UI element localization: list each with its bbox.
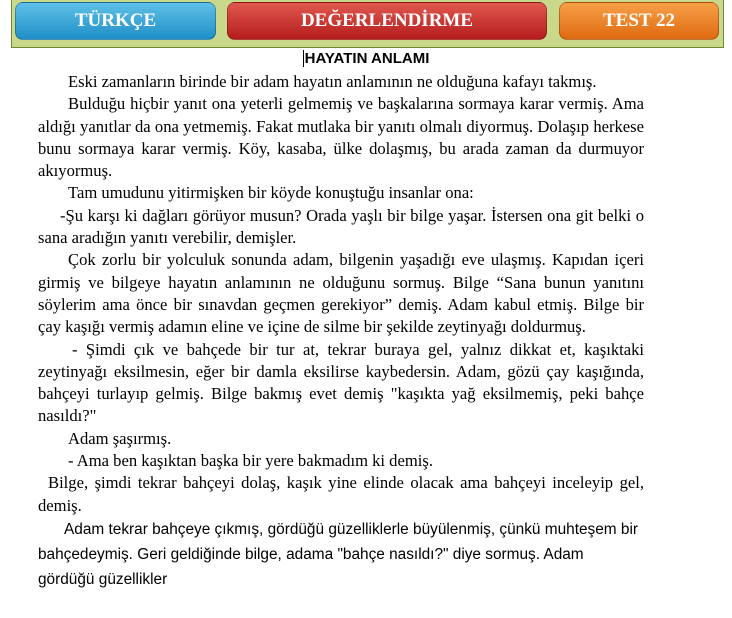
paragraph: - Şimdi çık ve bahçede bir tur at, tekrar buraya gel, yalnız dikkat et, kaşıktaki zeytinyağı eksilmesin, eğer bir damla eksilirse kaybedersin. Adam, gözü çay kaşığında, bahçeyi turlayıp gelmiş. Bilge bakmış evet demiş "kaşıkta yağ eksilmemiş, peki bahçe nasıldı?" [38,339,644,426]
paragraph: Adam tekrar bahçeye çıkmış, gördüğü güzelliklerle büyülenmiş, çünkü muhteşem bir bahçedeymiş. Geri geldiğinde bilge, adama "bahçe nasıldı?" diye sormuş. Adam gördüğü güzellikler [38,520,638,588]
test-button[interactable]: TEST 22 [559,2,719,40]
paragraph: Eski zamanların birinde bir adam hayatın anlamının ne olduğuna kafayı takmış. [68,72,597,91]
paragraph: Adam şaşırmış. [68,428,172,448]
story-text [38,71,644,592]
paragraph: - Ama ben kaşıktan başka bir yere bakmadım ki demiş. [68,451,433,471]
subject-button[interactable]: TÜRKÇE [15,2,216,40]
paragraph: -Şu karşı ki dağları görüyor musun? Orada yaşlı bir bilge yaşar. İstersen ona git belki o sana aradığın yanıtı verebilir, demişler. [38,205,644,248]
page-title [0,50,732,67]
section-button[interactable]: DEĞERLENDİRME [227,2,547,40]
paragraph: Tam umudunu yitirmişken bir köyde konuştuğu insanlar ona: [68,183,474,203]
paragraph: Bilge, şimdi tekrar bahçeyi dolaş, kaşık yine elinde olacak ama bahçeyi inceleyip gel, demiş. [38,473,644,515]
title-text: HAYATIN ANLAMI [304,50,430,67]
paragraph: Çok zorlu bir yolculuk sonunda adam, bilgenin yaşadığı eve ulaşmış. Kapıdan içeri girmiş ve bilgeye hayatın anlamının ne olduğunu sormuş. Bilge “Sana bunun yanıtını söylerim ama önce bir sınavdan geçmen gerekiyor” demiş. Adam kabul etmiş. Bilge bir çay kaşığı vermiş adamın eline ve içine de silme bir şekilde zeytinyağı doldurmuş. [38,250,644,337]
header-bar [11,0,724,48]
paragraph: Bulduğu hiçbir yanıt ona yeterli gelmemiş ve başkalarına sormaya karar vermiş. Ama aldığı yanıtlar da ona yetmemiş. Fakat mutlaka bir yanıtı olmalı diyormuş. Dolaşıp herkese bunu sormaya karar vermiş. Köy, kasaba, ülke dolaşmış, bu arada zaman da durmuyor akıyormuş. [38,94,644,181]
